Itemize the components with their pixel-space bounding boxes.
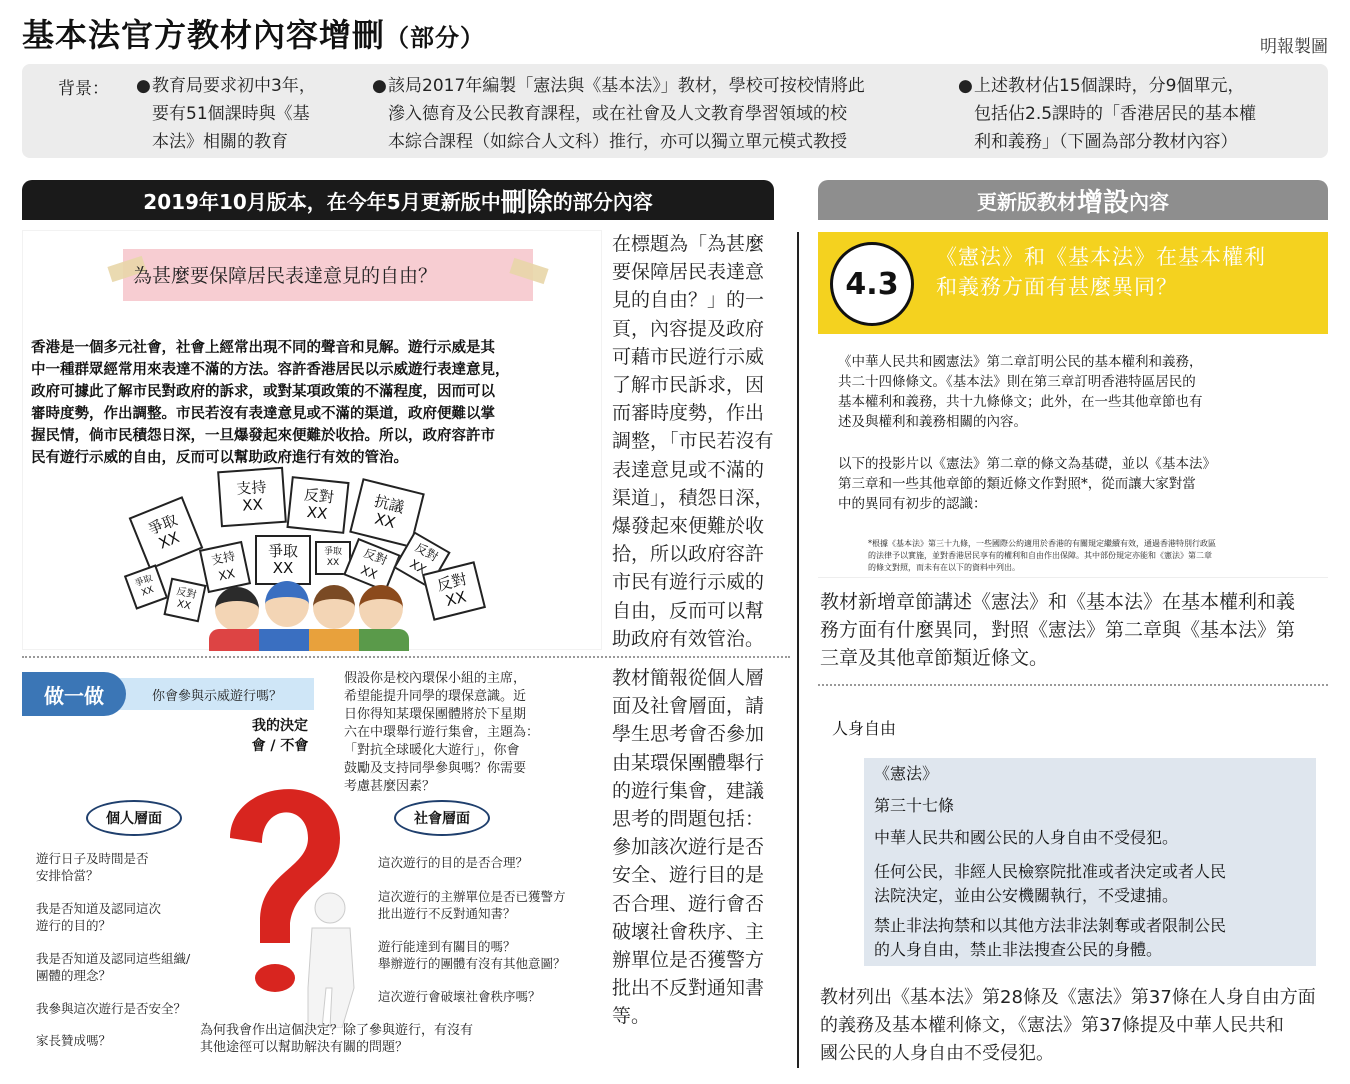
header-emphasis: 刪除 [500, 187, 553, 218]
protest-sign: 反對 XX [343, 538, 401, 592]
commentary-added-2 [820, 984, 1328, 1069]
kid-figure [215, 587, 259, 631]
textbook-activity-deleted [22, 664, 602, 1066]
bullet-dot: ● [958, 76, 973, 96]
text-line: 這次遊行會破壞社會秩序嗎？ [378, 989, 541, 1004]
bullet-line: 包括佔2.5課時的「香港居民的基本權 [974, 104, 1257, 124]
text-line: 第三章和一些其他章節的類近條文作對照*，從而讓大家對當 [838, 476, 1196, 492]
constitution-article-box [864, 758, 1316, 966]
social-question [378, 938, 566, 972]
social-question [378, 888, 566, 922]
text-line: 和義務方面有甚麼異同？ [936, 275, 1178, 299]
personal-level-oval: 個人層面 [86, 800, 182, 836]
text-line: 禁止非法拘禁和以其他方法非法剝奪或者限制公民 [874, 916, 1227, 935]
text-line: 爆發起來便難於收 [612, 515, 765, 538]
reflection-question [200, 1022, 473, 1056]
text-line: 政府可據此了解市民對政府的訴求，或對某項政策的不滿程度，因而可以 [31, 383, 495, 400]
slide-heading: 人身自由 [832, 719, 897, 738]
social-question [378, 988, 541, 1005]
personal-question [36, 950, 190, 984]
text-line: 這次遊行的主辦單位是否已獲警方 [378, 889, 566, 904]
text-line: 市民有遊行示威的 [612, 571, 765, 594]
text-line: 會 / 不會 [251, 738, 309, 754]
text-line: 共二十四條條文。《基本法》則在第三章訂明香港特區居民的 [838, 374, 1196, 390]
text-line: 參加該次遊行是否 [612, 836, 765, 859]
bullet-line: 要有51個課時與《基 [152, 104, 310, 124]
text-line: 法院決定，並由公安機關執行，不受逮捕。 [874, 886, 1179, 905]
text-line: 的義務及基本權利條文，《憲法》第37條提及中華人民共和 [820, 1015, 1284, 1037]
bullet-line: 滲入德育及公民教育課程，或在社會及人文教育學習領域的校 [388, 104, 847, 124]
credit: 明報製圖 [1260, 37, 1328, 57]
protest-sign: 支持 XX [217, 467, 287, 527]
text-line: 六在中環舉行遊行集會，主題為： [344, 725, 540, 740]
page-title [22, 10, 485, 56]
text-line: 香港是一個多元社會，社會上經常出現不同的聲音和見解。遊行示威是其 [31, 339, 495, 356]
personal-question [36, 850, 149, 884]
text-line: 拾，所以政府容許 [612, 543, 765, 566]
article-paragraph [874, 914, 1226, 962]
kid-figure [313, 585, 355, 629]
added-content-header [818, 180, 1328, 220]
section-title [936, 242, 1316, 302]
text-line: 安排恰當？ [36, 868, 99, 883]
text-line: 中的異同有初步的認識： [838, 496, 987, 512]
banner-title: 為甚麼要保障居民表達意見的自由？ [133, 265, 438, 287]
text-line: 渠道」，積怨日深， [612, 486, 774, 509]
text-line: 遊行日子及時間是否 [36, 851, 149, 866]
protest-sign: 反對 XX [163, 578, 206, 623]
kid-bodies [209, 629, 409, 651]
text-line: 了解市民訴求，因 [612, 374, 765, 397]
social-question [378, 854, 528, 871]
text-line: 家長贊成嗎？ [36, 1033, 112, 1048]
question-mark-dot [255, 964, 295, 992]
protest-sign: 爭取 XX [129, 496, 204, 570]
textbook-page-deleted [22, 230, 602, 650]
text-line: 遊行能達到有關目的嗎？ [378, 939, 516, 954]
background-bullet-1 [136, 72, 357, 156]
text-line: 以下的投影片以《憲法》第二章的條文為基礎，並以《基本法》 [838, 456, 1216, 472]
text-line: 思考的問題包括： [612, 808, 765, 831]
column-divider [797, 232, 799, 1068]
bullet-line: 本法》相關的教育 [152, 132, 288, 152]
text-line: 《憲法》和《基本法》在基本權利 [936, 245, 1266, 269]
protest-sign: 爭取 XX [255, 535, 311, 585]
protest-sign: 支持 XX [199, 541, 251, 593]
text-line: 鼓勵及支持同學參與嗎？你需要 [344, 761, 527, 776]
protest-sign: 反對 XX [393, 531, 450, 588]
bullet-dot: ● [136, 76, 151, 96]
text-line: 我的決定 [252, 718, 308, 734]
text-line: 中一種群眾經常用來表達不滿的方法。容許香港居民以示威遊行表達意見， [31, 361, 510, 378]
protest-sign: 爭取 XX [315, 541, 351, 575]
article-paragraph: 中華人民共和國公民的人身自由不受侵犯。 [874, 828, 1179, 847]
section-divider [22, 656, 790, 658]
section-4-3-footnote [868, 538, 1318, 574]
text-line: 國公民的人身自由不受侵犯。 [820, 1043, 1054, 1065]
header-text: 2019年10月版本，在今年5月更新版中 [143, 189, 501, 214]
text-line: 三章及其他章節類近條文。 [820, 647, 1049, 670]
text-line: 調整，「市民若沒有 [612, 430, 774, 453]
text-line: 遊行的目的？ [36, 918, 112, 933]
background-label: 背景： [58, 79, 109, 99]
text-line: 學生思考會否參加 [612, 723, 765, 746]
header-text: 的部分內容 [552, 189, 653, 214]
text-line: 我是否知道及認同這些組織/ [36, 951, 191, 966]
section-number: 4.3 [830, 242, 914, 326]
text-line: 務方面有什麼異同，對照《憲法》第二章與《基本法》第 [820, 619, 1296, 642]
text-line: 的條文對照，而未有在以下的資料中列出。 [868, 563, 1020, 572]
commentary-deleted-1 [612, 230, 788, 653]
text-line: 其他途徑可以幫助解決有關的問題？ [200, 1040, 409, 1055]
text-line: 否合理、遊行會否 [612, 892, 765, 915]
activity-question: 你會參與示威遊行嗎？ [152, 689, 283, 704]
title-sub: （部分） [385, 23, 486, 52]
text-line: 這次遊行的目的是否合理？ [378, 855, 529, 870]
text-line: 要保障居民表達意 [612, 261, 765, 284]
protest-sign: 反對 XX [422, 561, 486, 621]
commentary-deleted-2 [612, 664, 788, 1031]
question-mark-figure [190, 758, 380, 1028]
bullet-line: 該局2017年編製「憲法與《基本法》」教材，學校可按校情將此 [388, 76, 865, 96]
protest-sign: 爭取 XX [124, 564, 168, 609]
bullet-line: 上述教材佔15個課時，分9個單元， [974, 76, 1245, 96]
activity-badge: 做一做 [22, 672, 126, 716]
text-line: 教材簡報從個人層 [612, 667, 765, 689]
text-line: 面及社會層面，請 [612, 695, 765, 718]
text-line: 批出不反對通知書 [612, 977, 765, 1000]
text-line: 辦單位是否獲警方 [612, 949, 765, 972]
text-line: 任何公民，非經人民檢察院批准或者決定或者人民 [874, 862, 1227, 881]
text-line: 為何我會作出這個決定？除了參與遊行，有沒有 [200, 1023, 474, 1038]
text-line: 批出遊行不反對通知書？ [378, 906, 516, 921]
bullet-line: 教育局要求初中3年， [152, 76, 316, 96]
section-divider [818, 684, 1328, 686]
commentary-added-1 [820, 588, 1328, 673]
kid-figure [265, 581, 309, 627]
protest-sign: 反對 XX [286, 476, 349, 534]
text-line: 希望能提升同學的環保意識。近 [344, 689, 527, 704]
text-line: 而審時度勢，作出 [612, 402, 765, 425]
text-line: *根據《基本法》第三十九條，一些國際公約適用於香港的有關規定繼續有效，通過香港特別行政區 [868, 539, 1216, 548]
personal-question [36, 1032, 111, 1049]
text-line: 助政府有效管治。 [612, 627, 765, 650]
decision-label [240, 716, 320, 756]
header-text: 更新版教材 [976, 189, 1077, 214]
figure-head [315, 893, 345, 923]
personal-question [36, 1000, 186, 1017]
text-line: 等。 [612, 1005, 651, 1028]
article-paragraph [874, 860, 1226, 908]
bullet-line: 本綜合課程（如綜合人文科）推行，亦可以獨立單元模式教授 [388, 132, 847, 152]
text-line: 的法律予以實施，並對香港居民享有的權利和自由作出保障。其中部份規定亦能和《憲法》第二章 [868, 551, 1212, 560]
text-line: 頁，內容提及政府 [612, 317, 765, 340]
personal-question [36, 900, 161, 934]
text-line: 日你得知某環保團體將於下星期 [344, 707, 527, 722]
bullet-line: 利和義務」（下圖為部分教材內容） [974, 132, 1238, 152]
text-line: 由某環保團體舉行 [612, 751, 765, 774]
text-line: 舉辦遊行的團體有沒有其他意圖？ [378, 956, 566, 971]
social-level-oval: 社會層面 [394, 800, 490, 836]
text-line: 教材列出《基本法》第28條及《憲法》第37條在人身自由方面 [820, 987, 1316, 1008]
text-line: 審時度勢，作出調整。市民若沒有表達意見或不滿的渠道，政府便難以掌 [31, 405, 495, 422]
protest-illustration [123, 469, 503, 649]
text-line: 表達意見或不滿的 [612, 458, 765, 481]
background-bullet-3 [958, 72, 1319, 156]
figure-body [308, 928, 354, 1028]
activity-scenario [344, 670, 584, 796]
section-4-3-banner [818, 232, 1328, 334]
title-main: 基本法官方教材內容增刪 [22, 16, 386, 54]
text-line: 團體的理念？ [36, 968, 112, 983]
text-line: 基本權利和義務，共十九條條文；此外，在一些其他章節也有 [838, 394, 1203, 410]
header-emphasis: 增設 [1076, 187, 1129, 218]
background-bullet-2 [372, 72, 938, 156]
protest-sign: 抗議 XX [349, 478, 425, 548]
text-line: 的遊行集會，建議 [612, 779, 765, 802]
law-title: 《憲法》 [874, 764, 939, 783]
kid-figure [359, 585, 403, 631]
text-line: 述及與權利和義務相關的內容。 [838, 414, 1027, 430]
deleted-content-header [22, 180, 774, 220]
bullet-dot: ● [372, 76, 387, 96]
text-line: 安全、遊行目的是 [612, 864, 765, 887]
section-4-3-paragraph-1 [838, 352, 1312, 432]
section-4-3-paragraph-2 [838, 454, 1312, 514]
text-line: 握民情，倘市民積怨日深，一旦爆發起來便難於收拾。所以，政府容許市 [31, 427, 495, 444]
header-text: 內容 [1129, 189, 1169, 214]
text-line: 自由，反而可以幫 [612, 599, 765, 622]
text-line: 民有遊行示威的自由，反而可以幫助政府進行有效的管治。 [31, 449, 408, 466]
text-line: 我參與這次遊行是否安全？ [36, 1001, 187, 1016]
text-line: 「對抗全球暖化大遊行」，你會 [344, 743, 520, 758]
text-line: 見的自由？」的一 [612, 289, 765, 312]
text-line: 我是否知道及認同這次 [36, 901, 162, 916]
text-line: 考慮甚麼因素？ [344, 779, 436, 794]
text-line: 的人身自由，禁止非法搜查公民的身體。 [874, 940, 1163, 959]
text-line: 破壞社會秩序、主 [612, 920, 765, 943]
text-line: 可藉市民遊行示威 [612, 345, 765, 368]
text-line: 《中華人民共和國憲法》第二章訂明公民的基本權利和義務， [838, 354, 1203, 370]
text-line: 假設你是校內環保小組的主席， [344, 671, 527, 686]
text-line: 教材新增章節講述《憲法》和《基本法》在基本權利和義 [820, 591, 1296, 613]
textbook-paragraph [31, 337, 603, 469]
text-line: 在標題為「為甚麼 [612, 233, 765, 255]
article-number: 第三十七條 [874, 796, 955, 815]
